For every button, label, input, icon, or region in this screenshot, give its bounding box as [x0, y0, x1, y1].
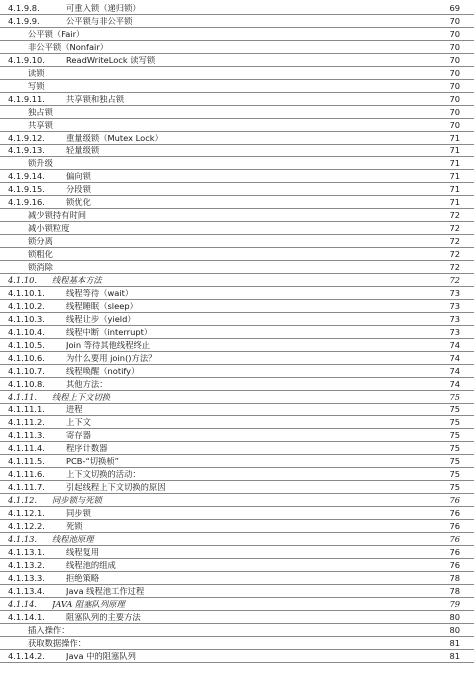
- toc-entry[interactable]: [0, 559, 474, 572]
- entry-title: Java 中的阻塞队列: [66, 651, 136, 661]
- entry-number: 4.1.12.: [8, 495, 38, 506]
- entry-number: 4.1.12.2.: [8, 521, 45, 531]
- toc-section-entry[interactable]: [0, 391, 474, 404]
- toc-entry[interactable]: [0, 650, 474, 663]
- entry-title: 锁分离: [28, 237, 53, 247]
- toc-entry[interactable]: [0, 572, 474, 585]
- entry-number: 4.1.13.2.: [8, 559, 45, 570]
- entry-number: 4.1.9.14.: [8, 171, 45, 182]
- entry-title: 非公平锁（Nonfair）: [28, 42, 109, 52]
- entry-page-number: 78: [449, 572, 460, 583]
- toc-entry[interactable]: [0, 80, 474, 93]
- entry-page-number: 74: [449, 352, 460, 363]
- entry-title: Join 等待其他线程终止: [66, 340, 151, 350]
- entry-page-number: 71: [449, 132, 460, 143]
- entry-title: 线程上下文切换: [52, 392, 111, 402]
- entry-page-number: 76: [449, 521, 460, 531]
- toc-entry[interactable]: [0, 119, 474, 132]
- entry-number: 4.1.11.1.: [8, 404, 45, 415]
- entry-number: 4.1.11.3.: [8, 430, 45, 441]
- entry-title: 线程复用: [66, 547, 100, 557]
- entry-title: 进程: [66, 405, 83, 415]
- toc-entry[interactable]: [0, 54, 474, 67]
- entry-page-number: 72: [449, 262, 460, 272]
- toc-entry[interactable]: [0, 326, 474, 339]
- entry-title: 程序计数器: [66, 444, 108, 454]
- toc-entry[interactable]: [0, 416, 474, 429]
- toc-entry[interactable]: [0, 15, 474, 28]
- entry-page-number: 75: [449, 443, 460, 454]
- toc-entry[interactable]: [0, 637, 474, 650]
- entry-title: 线程唤醒（notify）: [66, 366, 140, 376]
- entry-page-number: 70: [449, 67, 460, 78]
- entry-title: 线程池原理: [52, 534, 94, 544]
- entry-page-number: 76: [449, 559, 460, 570]
- entry-title: 减少锁持有时间: [28, 211, 87, 221]
- toc-entry[interactable]: [0, 481, 474, 494]
- entry-page-number: 73: [449, 326, 460, 337]
- entry-page-number: 70: [449, 54, 460, 65]
- entry-title: 可重入锁（递归锁）: [66, 4, 141, 13]
- entry-title: 其他方法：: [66, 379, 108, 389]
- entry-number: 4.1.9.13.: [8, 145, 45, 156]
- entry-number: 4.1.9.12.: [8, 132, 45, 143]
- entry-number: 4.1.10.1.: [8, 287, 45, 298]
- entry-number: 4.1.13.: [8, 533, 38, 544]
- toc-entry[interactable]: [0, 170, 474, 183]
- entry-title: 插入操作：: [28, 625, 70, 635]
- entry-page-number: 70: [449, 106, 460, 117]
- entry-page-number: 70: [449, 41, 460, 52]
- entry-page-number: 72: [449, 249, 460, 260]
- toc-section-entry[interactable]: [0, 494, 474, 507]
- toc-entry[interactable]: [0, 442, 474, 455]
- entry-page-number: 71: [449, 145, 460, 156]
- entry-number: 4.1.11.: [8, 391, 38, 402]
- entry-title: 线程中断（interrupt）: [66, 327, 153, 337]
- entry-page-number: 74: [449, 365, 460, 376]
- entry-page-number: 73: [449, 300, 460, 311]
- toc-entry[interactable]: [0, 222, 474, 235]
- entry-number: 4.1.9.16.: [8, 197, 45, 208]
- entry-page-number: 81: [449, 650, 460, 661]
- entry-number: 4.1.10.5.: [8, 339, 45, 350]
- entry-title: 上下文: [66, 418, 91, 428]
- toc-entry[interactable]: [0, 106, 474, 119]
- entry-title: 公平锁与非公平锁: [66, 16, 133, 26]
- entry-title: 获取数据操作：: [28, 638, 87, 648]
- entry-page-number: 76: [449, 508, 460, 519]
- toc-entry[interactable]: [0, 41, 474, 54]
- entry-title: 上下文切换的活动：: [66, 470, 141, 480]
- entry-number: 4.1.11.7.: [8, 482, 45, 493]
- entry-page-number: 70: [449, 119, 460, 130]
- entry-page-number: 80: [449, 611, 460, 622]
- entry-page-number: 80: [449, 624, 460, 635]
- entry-number: 4.1.9.9.: [8, 15, 40, 26]
- entry-number: 4.1.10.: [8, 274, 38, 285]
- toc-entry[interactable]: [0, 183, 474, 196]
- entry-page-number: 74: [449, 339, 460, 350]
- entry-number: 4.1.14.1.: [8, 611, 45, 622]
- toc-entry[interactable]: [0, 455, 474, 468]
- entry-number: 4.1.9.8.: [8, 3, 40, 13]
- entry-number: 4.1.11.6.: [8, 469, 45, 480]
- entry-page-number: 79: [449, 598, 460, 609]
- entry-page-number: 75: [449, 404, 460, 415]
- toc-entry[interactable]: [0, 378, 474, 391]
- entry-page-number: 69: [449, 3, 460, 13]
- entry-title: ReadWriteLock 读写锁: [66, 55, 156, 65]
- entry-title: 公平锁（Fair）: [28, 29, 85, 39]
- entry-title: 线程睡眠（sleep）: [66, 301, 138, 311]
- entry-title: 寄存器: [66, 431, 91, 441]
- entry-page-number: 70: [449, 80, 460, 91]
- toc-entry[interactable]: [0, 403, 474, 416]
- entry-page-number: 75: [449, 456, 460, 467]
- entry-title: 独占锁: [28, 107, 53, 117]
- entry-number: 4.1.10.3.: [8, 313, 45, 324]
- entry-number: 4.1.10.4.: [8, 326, 45, 337]
- toc-entry[interactable]: [0, 585, 474, 598]
- entry-page-number: 72: [449, 236, 460, 247]
- entry-number: 4.1.9.10.: [8, 54, 45, 65]
- entry-page-number: 73: [449, 313, 460, 324]
- entry-number: 4.1.9.11.: [8, 93, 45, 104]
- entry-number: 4.1.14.: [8, 598, 38, 609]
- toc-entry[interactable]: [0, 287, 474, 300]
- toc-entry[interactable]: [0, 468, 474, 481]
- entry-title: 同步锁与死锁: [52, 496, 102, 506]
- toc-entry[interactable]: [0, 196, 474, 209]
- entry-number: 4.1.10.8.: [8, 378, 45, 389]
- entry-number: 4.1.13.4.: [8, 585, 45, 596]
- entry-number: 4.1.14.2.: [8, 650, 45, 661]
- entry-page-number: 70: [449, 15, 460, 26]
- toc-entry[interactable]: [0, 300, 474, 313]
- entry-title: 线程池的组成: [66, 560, 116, 570]
- toc-entry[interactable]: [0, 157, 474, 170]
- entry-page-number: 70: [449, 28, 460, 39]
- entry-page-number: 78: [449, 585, 460, 596]
- toc-entry[interactable]: [0, 611, 474, 624]
- toc-entry[interactable]: [0, 429, 474, 442]
- toc-entry[interactable]: [0, 313, 474, 326]
- toc-entry[interactable]: [0, 339, 474, 352]
- entry-title: 线程等待（wait）: [66, 288, 134, 298]
- entry-title: Java 线程池工作过程: [66, 586, 145, 596]
- entry-title: 锁优化: [66, 198, 91, 208]
- entry-page-number: 72: [449, 223, 460, 234]
- toc-entry[interactable]: [0, 67, 474, 80]
- entry-page-number: 70: [449, 93, 460, 104]
- entry-number: 4.1.11.2.: [8, 417, 45, 428]
- entry-title: 阻塞队列的主要方法: [66, 612, 141, 622]
- entry-title: 锁消除: [28, 263, 53, 272]
- entry-page-number: 71: [449, 158, 460, 169]
- entry-page-number: 73: [449, 287, 460, 298]
- entry-title: 死锁: [66, 522, 83, 531]
- toc-entry[interactable]: [0, 209, 474, 222]
- toc-entry[interactable]: [0, 144, 474, 157]
- entry-title: 为什么要用 join()方法？: [66, 353, 157, 363]
- toc-entry[interactable]: [0, 546, 474, 559]
- entry-page-number: 76: [449, 533, 460, 544]
- toc-section-entry[interactable]: [0, 598, 474, 611]
- entry-number: 4.1.10.2.: [8, 300, 45, 311]
- entry-title: 读锁: [28, 68, 45, 78]
- entry-page-number: 76: [449, 546, 460, 557]
- entry-number: 4.1.9.15.: [8, 184, 45, 195]
- toc-entry[interactable]: [0, 248, 474, 261]
- toc-section-entry[interactable]: [0, 274, 474, 287]
- entry-number: 4.1.11.4.: [8, 443, 45, 454]
- entry-page-number: 75: [449, 469, 460, 480]
- toc-entry[interactable]: [0, 520, 474, 533]
- entry-number: 4.1.11.5.: [8, 456, 45, 467]
- toc-entry[interactable]: [0, 235, 474, 248]
- toc-section-entry[interactable]: [0, 533, 474, 546]
- entry-title: 锁升级: [28, 159, 53, 169]
- entry-page-number: 72: [449, 274, 460, 285]
- toc-entry[interactable]: [0, 365, 474, 378]
- entry-title: 共享锁: [28, 120, 53, 130]
- entry-title: JAVA 阻塞队列原理: [52, 599, 125, 609]
- entry-page-number: 71: [449, 171, 460, 182]
- entry-page-number: 75: [449, 482, 460, 493]
- entry-number: 4.1.13.3.: [8, 572, 45, 583]
- entry-title: 共享锁和独占锁: [66, 94, 125, 104]
- toc-entry[interactable]: [0, 93, 474, 106]
- entry-title: 线程让步（yield）: [66, 314, 136, 324]
- entry-page-number: 75: [449, 430, 460, 441]
- entry-title: 减小锁粒度: [28, 224, 70, 234]
- entry-page-number: 74: [449, 378, 460, 389]
- entry-number: 4.1.12.1.: [8, 508, 45, 519]
- entry-page-number: 71: [449, 184, 460, 195]
- entry-page-number: 81: [449, 637, 460, 648]
- entry-title: 锁粗化: [28, 250, 53, 260]
- entry-title: 分段锁: [66, 185, 91, 195]
- entry-page-number: 71: [449, 197, 460, 208]
- entry-title: 轻量级锁: [66, 146, 100, 156]
- entry-page-number: 75: [449, 417, 460, 428]
- entry-title: 拒绝策略: [66, 573, 100, 583]
- entry-page-number: 75: [449, 391, 460, 402]
- entry-title: PCB-“切换桢”: [66, 457, 119, 467]
- toc-entry[interactable]: [0, 352, 474, 365]
- entry-title: 引起线程上下文切换的原因: [66, 483, 166, 493]
- entry-page-number: 76: [449, 495, 460, 506]
- toc-entry[interactable]: [0, 132, 474, 145]
- entry-title: 线程基本方法: [52, 275, 102, 285]
- entry-number: 4.1.10.7.: [8, 365, 45, 376]
- entry-title: 同步锁: [66, 509, 91, 519]
- entry-page-number: 72: [449, 210, 460, 221]
- toc-entry[interactable]: [0, 261, 474, 274]
- entry-title: 偏向锁: [66, 172, 91, 182]
- toc-entry[interactable]: [0, 507, 474, 520]
- toc-entry[interactable]: [0, 2, 474, 15]
- entry-number: 4.1.10.6.: [8, 352, 45, 363]
- entry-title: 写锁: [28, 81, 45, 91]
- toc-entry[interactable]: [0, 28, 474, 41]
- toc-entry[interactable]: [0, 624, 474, 637]
- entry-title: 重量级锁（Mutex Lock）: [66, 133, 163, 143]
- entry-number: 4.1.13.1.: [8, 546, 45, 557]
